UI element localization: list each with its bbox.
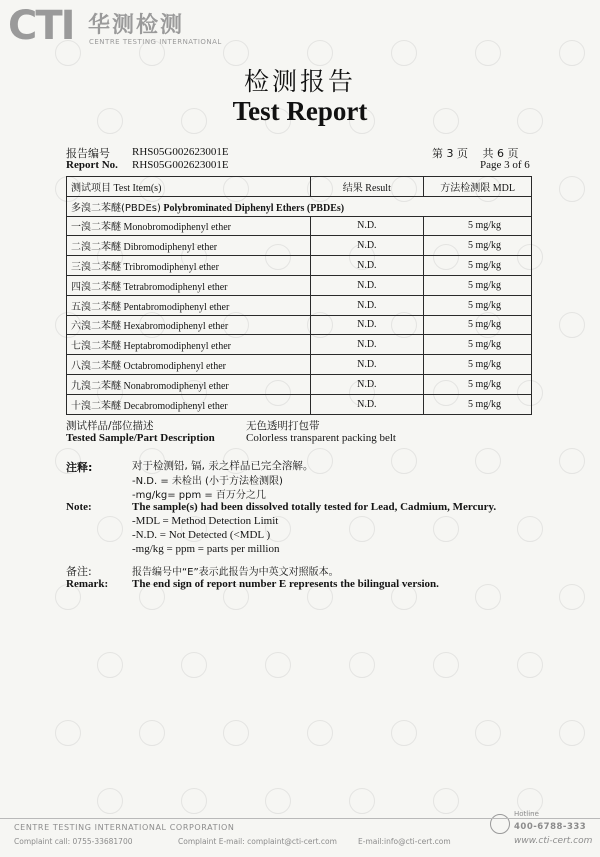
title-en: Test Report [232,96,368,126]
row-item-cn: 一溴二苯醚 [71,222,121,234]
notes-en-line-4: -mg/kg = ppm = parts per million [132,543,280,555]
notes-en-label: Note: [66,501,92,513]
table-row [67,374,532,394]
row-item-en: Dibromodiphenyl ether [123,242,218,254]
watermark-logo-icon [349,652,375,678]
row-result: N.D. [310,355,424,375]
watermark-logo-icon [559,176,585,202]
sample-value-cn: 无色透明打包带 [246,420,320,432]
row-item-en: Tetrabromodiphenyl ether [123,281,228,293]
remark-en-text: The end sign of report number E represents the bilingual version. [132,578,439,590]
watermark-logo-icon [181,788,207,814]
sample-label-en: Tested Sample/Part Description [66,432,215,444]
watermark-logo-icon [559,448,585,474]
group-label [67,196,532,216]
report-no-value-2: RHS05G002623001E [132,159,229,171]
row-item-cn: 七溴二苯醚 [71,341,121,353]
row-mdl: 5 mg/kg [424,275,532,295]
header-mdl: 方法检测限 MDL [424,177,532,197]
watermark-logo-icon [475,584,501,610]
notes-cn-line-3: -mg/kg= ppm = 百万分之几 [132,490,266,501]
watermark-logo-icon [97,516,123,542]
row-mdl: 5 mg/kg [424,216,532,236]
footer-company: CENTRE TESTING INTERNATIONAL CORPORATION [14,823,235,832]
row-item-en: Hexabromodiphenyl ether [123,321,229,333]
results-table [66,176,532,415]
row-item-en: Decabromodiphenyl ether [123,400,228,412]
row-item-en: Pentabromodiphenyl ether [123,301,230,313]
row-item-cn: 十溴二苯醚 [71,400,121,412]
table-row [67,335,532,355]
title-cn: 检测报告 [243,67,356,96]
row-item [67,256,311,276]
sample-label-cn: 测试样品/部位描述 [66,420,154,432]
row-item [67,335,311,355]
row-item [67,275,311,295]
watermark-logo-icon [265,652,291,678]
watermark-logo-icon [55,720,81,746]
header-item: 测试项目 Test Item(s) [67,177,311,197]
table-row [67,275,532,295]
sample-value-en: Colorless transparent packing belt [246,432,396,444]
row-result: N.D. [310,216,424,236]
row-item [67,216,311,236]
row-result: N.D. [310,374,424,394]
row-result: N.D. [310,315,424,335]
watermark-logo-icon [307,720,333,746]
row-result: N.D. [310,295,424,315]
row-mdl: 5 mg/kg [424,394,532,414]
row-mdl: 5 mg/kg [424,236,532,256]
notes-cn-line-1: 对于检测铅, 镉, 汞之样品已完全溶解。 [132,460,314,472]
watermark-logo-icon [391,720,417,746]
watermark-logo-icon [349,788,375,814]
table-group-row [67,196,532,216]
row-item-cn: 二溴二苯醚 [71,242,121,254]
row-mdl: 5 mg/kg [424,315,532,335]
header-result: 结果 Result [310,177,424,197]
report-no-value-1: RHS05G002623001E [132,146,229,158]
notes-en-line-2: -MDL = Method Detection Limit [132,515,279,527]
table-row [67,315,532,335]
footer-website: www.cti-cert.com [514,836,593,846]
watermark-logo-icon [391,448,417,474]
remark-cn-text: 报告编号中“E”表示此报告为中英文对照版本。 [132,567,339,578]
row-item-cn: 九溴二苯醚 [71,380,121,392]
watermark-logo-icon [433,652,459,678]
row-result: N.D. [310,275,424,295]
watermark-logo-icon [223,720,249,746]
row-mdl: 5 mg/kg [424,374,532,394]
cti-logo-name-cn: 华测检测 [88,13,185,38]
row-result: N.D. [310,256,424,276]
table-row [67,216,532,236]
row-item-en: Nonabromodiphenyl ether [123,380,229,392]
row-item-cn: 五溴二苯醚 [71,301,121,313]
watermark-logo-icon [475,448,501,474]
row-item [67,374,311,394]
row-mdl: 5 mg/kg [424,295,532,315]
table-row [67,394,532,414]
row-item-en: Heptabromodiphenyl ether [123,341,231,353]
table-header-row [67,177,532,197]
row-mdl: 5 mg/kg [424,256,532,276]
watermark-logo-icon [349,516,375,542]
watermark-logo-icon [181,652,207,678]
cti-logo [0,2,240,50]
row-item-cn: 四溴二苯醚 [71,281,121,293]
watermark-logo-icon [517,516,543,542]
notes-cn-label: 注释: [66,461,93,474]
cti-logo-mark: CTI [8,3,74,49]
row-item-en: Monobromodiphenyl ether [123,222,231,234]
table-row [67,295,532,315]
watermark-logo-icon [97,652,123,678]
watermark-logo-icon [559,312,585,338]
row-item-cn: 八溴二苯醚 [71,361,121,373]
row-item-en: Tribromodiphenyl ether [123,262,219,274]
row-item [67,315,311,335]
watermark-logo-icon [517,652,543,678]
page-number-en: Page 3 of 6 [480,159,530,171]
watermark-logo-icon [97,788,123,814]
report-no-label-cn: 报告编号 [66,147,110,160]
cti-logo-name-en: CENTRE TESTING INTERNATIONAL [89,38,222,46]
footer-complaint-call: Complaint call: 0755-33681700 [14,837,133,846]
watermark-logo-icon [433,788,459,814]
row-item [67,236,311,256]
hotline-label: Hotline [514,810,539,818]
footer-complaint-email: Complaint E-mail: complaint@cti-cert.com [178,837,337,846]
row-mdl: 5 mg/kg [424,355,532,375]
group-label-cn: 多溴二苯醚(PBDEs) [71,202,161,214]
row-mdl: 5 mg/kg [424,335,532,355]
watermark-logo-icon [559,720,585,746]
remark-cn-label: 备注: [66,565,92,578]
row-item-en: Octabromodiphenyl ether [123,361,226,373]
row-item-cn: 六溴二苯醚 [71,321,121,333]
page-number-cn: 第 3 页 共 6 页 [432,147,519,160]
row-item [67,394,311,414]
watermark-logo-icon [559,584,585,610]
group-label-en: Polybrominated Diphenyl Ethers (PBDEs) [163,202,345,214]
footer-divider [0,818,600,819]
table-row [67,236,532,256]
footer-email: E-mail:info@cti-cert.com [358,837,451,846]
row-item-cn: 三溴二苯醚 [71,262,121,274]
report-no-label-en: Report No. [66,159,118,171]
row-result: N.D. [310,335,424,355]
remark-en-label: Remark: [66,578,109,590]
notes-en-line-3: -N.D. = Not Detected (<MDL ) [132,529,271,541]
row-item [67,295,311,315]
hotline-number: 400-6788-333 [514,822,587,832]
row-result: N.D. [310,236,424,256]
footer-logo-icon [490,814,510,834]
notes-en-line-1: The sample(s) had been dissolved totally tested for Lead, Cadmium, Mercury. [132,501,497,513]
watermark-logo-icon [265,788,291,814]
table-row [67,355,532,375]
row-result: N.D. [310,394,424,414]
row-item [67,355,311,375]
watermark-logo-icon [139,720,165,746]
notes-cn-line-2: -N.D. = 未检出 (小于方法检测限) [132,476,283,487]
table-row [67,256,532,276]
watermark-logo-icon [433,516,459,542]
watermark-logo-icon [475,720,501,746]
